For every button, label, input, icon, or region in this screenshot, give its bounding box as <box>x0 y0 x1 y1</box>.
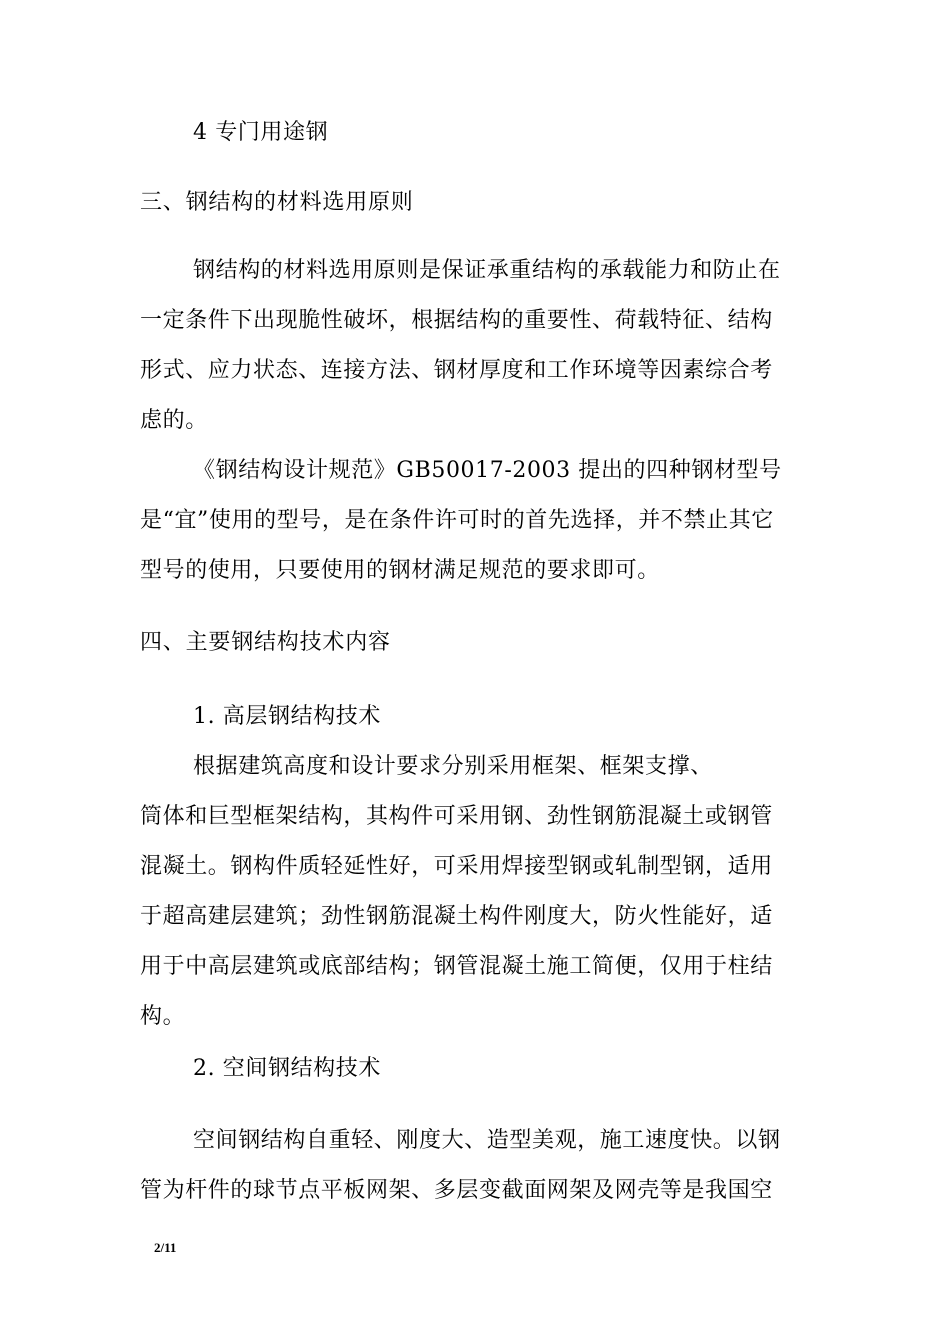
page-number: 2/11 <box>154 1240 177 1255</box>
paragraph-line: 筒体和巨型框架结构，其构件可采用钢、劲性钢筋混凝土或钢管 <box>140 804 773 829</box>
paragraph-line: 根据建筑高度和设计要求分别采用框架、框架支撑、 <box>193 754 713 779</box>
paragraph-line: 构。 <box>140 1004 186 1029</box>
paragraph-line: 形式、应力状态、连接方法、钢材厚度和工作环境等因素综合考 <box>140 358 773 383</box>
section-heading-4: 四、主要钢结构技术内容 <box>140 630 391 655</box>
paragraph-line: 虑的。 <box>140 408 208 433</box>
list-item-special-steel: 4 专门用途钢 <box>193 120 329 145</box>
paragraph-line: 于超高建层建筑；劲性钢筋混凝土构件刚度大，防火性能好，适 <box>140 904 773 929</box>
section-heading-3: 三、钢结构的材料选用原则 <box>140 190 414 215</box>
paragraph-line: 钢结构的材料选用原则是保证承重结构的承载能力和防止在 <box>193 258 781 283</box>
paragraph-line: 是“宜”使用的型号，是在条件许可时的首先选择，并不禁止其它 <box>140 508 774 533</box>
subsection-heading-1: 1. 高层钢结构技术 <box>193 704 381 729</box>
paragraph-line: 混凝土。钢构件质轻延性好，可采用焊接型钢或轧制型钢，适用 <box>140 854 773 879</box>
paragraph-line: 《钢结构设计规范》GB50017-2003 提出的四种钢材型号 <box>193 458 782 483</box>
paragraph-line: 一定条件下出现脆性破坏，根据结构的重要性、荷载特征、结构 <box>140 308 773 333</box>
paragraph-line: 型号的使用，只要使用的钢材满足规范的要求即可。 <box>140 558 660 583</box>
paragraph-line: 管为杆件的球节点平板网架、多层变截面网架及网壳等是我国空 <box>140 1178 773 1203</box>
paragraph-line: 空间钢结构自重轻、刚度大、造型美观，施工速度快。以钢 <box>193 1128 781 1153</box>
paragraph-line: 用于中高层建筑或底部结构；钢管混凝土施工简便，仅用于柱结 <box>140 954 773 979</box>
subsection-heading-2: 2. 空间钢结构技术 <box>193 1056 381 1081</box>
